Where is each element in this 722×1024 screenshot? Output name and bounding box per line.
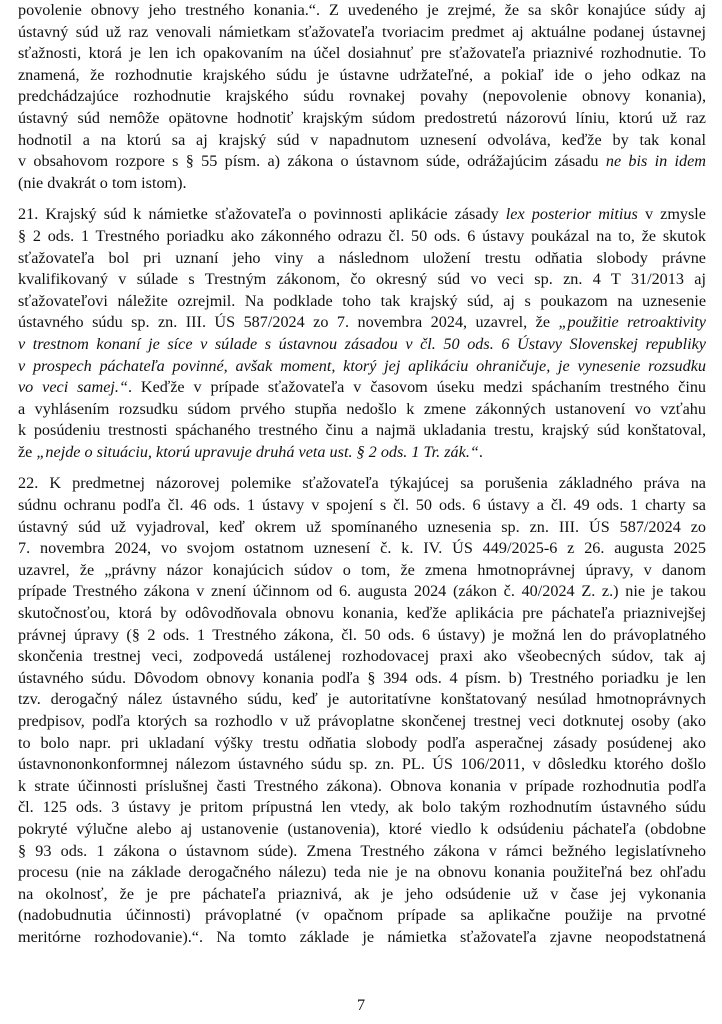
italic-text: v prospech páchateľa povinné, avšak moment, ktorý jej aplikáciu ohraničuje, je vynesenie rozsudku	[18, 356, 706, 375]
text-segment: že	[18, 442, 37, 461]
text-line	[18, 581, 706, 603]
text-line	[18, 646, 706, 668]
text-line	[18, 248, 706, 270]
text-segment: právnej úpravy (§ 2 ods. 1 Trestného zákona, čl. 50 ods. 6 ústavy) je možná len do právoplatného	[18, 625, 706, 644]
text-segment: ústavného súdu sp. zn. III. ÚS 587/2024 zo 7. novembra 2024, uzavrel, že	[18, 313, 559, 332]
text-line	[18, 269, 706, 291]
text-line	[18, 603, 706, 625]
text-line	[18, 754, 706, 776]
text-segment: prípade Trestného zákona v znení účinnom od 6. augusta 2024 (zákon č. 40/2024 Z. z.) nie je takou	[18, 582, 706, 601]
text-line	[18, 711, 706, 733]
text-line	[18, 291, 706, 313]
text-segment: a vyhlásením rozsudku súdom prvého stupňa nedošlo k zmene zákonných ustanovení vo vzťahu	[18, 399, 706, 418]
text-segment: 21. Krajský súd k námietke sťažovateľa o povinnosti aplikácie zásady	[18, 205, 506, 224]
text-line	[18, 819, 706, 841]
text-segment: kvalifikovaný v súlade s Trestným zákonom, čo okresný súd vo veci sp. zn. 4 T 31/2013 aj	[18, 270, 706, 289]
text-line	[18, 86, 706, 108]
text-segment: ústavného súdu. Dôvodom obnovy konania podľa § 394 ods. 4 písm. b) Trestného poriadku je len	[18, 668, 706, 687]
text-line	[18, 22, 706, 44]
text-line	[18, 517, 706, 539]
text-segment: § 2 ods. 1 Trestného poriadku ako zákonného odrazu čl. 50 ods. 6 ústavy poukázal na to, že skutok	[18, 226, 706, 245]
text-line	[18, 495, 706, 517]
text-line	[18, 312, 706, 334]
text-line	[18, 733, 706, 755]
text-segment: v obsahovom rozpore s § 55 písm. a) zákona o ústavnom súde, odrážajúcim zásadu	[18, 152, 606, 171]
text-line	[18, 226, 706, 248]
text-segment: čl. 125 ods. 3 ústavy je pritom prípustná len vtedy, ak bolo takým rozhodnutím ústavného súdu	[18, 798, 706, 817]
document-page	[18, 0, 706, 949]
text-line	[18, 442, 706, 464]
italic-text: „použitie retroaktivity	[558, 313, 706, 332]
text-segment: sťažnosti, ktorá je len ich opakovaním na účel dosiahnuť pre sťažovateľa priaznivé rozhodnutie. To	[18, 44, 706, 63]
text-line	[18, 43, 706, 65]
text-line	[18, 538, 706, 560]
italic-text: vo veci samej.“	[18, 378, 128, 397]
text-segment: pokryté výlučne alebo aj ustanovenie (ustanovenia), ktoré viedlo k odsúdeniu páchateľa (obdobne	[18, 819, 706, 838]
text-line	[18, 560, 706, 582]
text-line	[18, 399, 706, 421]
text-line	[18, 625, 706, 647]
italic-text: „nejde o situáciu, ktorú upravuje druhá veta ust. § 2 ods. 1 Tr. zák.“	[36, 442, 479, 461]
text-segment: .	[478, 442, 483, 461]
text-segment: na okolnosť, že je pre páchateľa priaznivá, ak je jeho odsúdenie už v čase jej vykonania	[18, 884, 706, 903]
text-segment: § 93 ods. 1 zákona o ústavnom súde). Zmena Trestného zákona v rámci bežného legislatívneho	[18, 841, 706, 860]
text-line	[18, 108, 706, 130]
text-line	[18, 204, 706, 226]
text-segment: hodnotil a na ktorú sa aj krajský súd v napadnutom uznesení odvoláva, keďže by tak konal	[18, 130, 706, 149]
text-segment: (nadobudnutia účinnosti) právoplatné (v opačnom prípade sa aplikačne použije na prvotné	[18, 906, 706, 925]
text-segment: predpisov, podľa ktorých sa rozhodlo v už právoplatne skončenej trestnej veci dotknutej osoby (ako	[18, 712, 706, 730]
text-segment: meritórne rozhodovanie).“. Na tomto základe je námietka sťažovateľa zjavne neopodstatnená	[18, 927, 706, 946]
text-line	[18, 356, 706, 378]
text-line	[18, 0, 706, 22]
text-line	[18, 841, 706, 863]
text-segment: 7. novembra 2024, vo svojom ostatnom uznesení č. k. IV. ÚS 449/2025-6 z 26. augusta 2025	[18, 539, 706, 558]
text-segment: (nie dvakrát o tom istom).	[18, 173, 187, 192]
text-line	[18, 130, 706, 152]
text-line	[18, 173, 706, 195]
text-segment: súdnu ochranu podľa čl. 46 ods. 1 ústavy v spojení s čl. 50 ods. 6 ústavy a čl. 49 ods. 1 charty sa	[18, 496, 706, 515]
text-segment: . Keďže v prípade sťažovateľa v časovom úseku medzi spáchaním trestného činu	[127, 378, 707, 397]
text-line	[18, 905, 706, 927]
text-segment: sťažovateľa bol pri uznaní jeho viny a následnom uložení trestu odňatia slobody právne	[18, 248, 706, 267]
text-segment: to bolo napr. pri ukladaní výšky trestu odňatia slobody podľa asperačnej zásady posúdenej ako	[18, 733, 706, 752]
italic-text: ne bis in idem	[605, 152, 707, 171]
text-line	[18, 473, 706, 495]
text-segment: ústavnononkonformnej nálezom ústavného súdu sp. zn. PL. ÚS 106/2011, v dôsledku ktorého došlo	[18, 755, 706, 774]
text-segment: k strate účinnosti príslušnej časti Trestného zákona). Obnova konania v prípade rozhodnutia podľa	[18, 776, 706, 795]
italic-text: v trestnom konaní je síce v súlade s ústavnou zásadou v čl. 50 ods. 6 Ústavy Slovenskej republiky	[18, 334, 706, 353]
text-line	[18, 884, 706, 906]
text-segment: ústavný súd nemôže opätovne hodnotiť krajským súdom predostretú názorovú líniu, ktorú už raz	[18, 108, 706, 127]
text-segment: skutočnosťou, ktorá by odôvodňovala obnovu konania, keďže aplikácia pre páchateľa priaznivejšej	[18, 604, 706, 623]
text-line	[18, 797, 706, 819]
text-segment: tzv. derogačný nález ústavného súdu, keď je autoritatívne konštatovaný nesúlad hmotnoprávnych	[18, 690, 706, 709]
text-segment: procesu (nie na základe derogačného nálezu) teda nie je na obnovu konania použiteľná bez ohľadu	[18, 863, 706, 882]
text-line	[18, 689, 706, 711]
text-line	[18, 927, 706, 949]
text-line	[18, 776, 706, 798]
text-line	[18, 65, 706, 87]
text-line	[18, 151, 706, 173]
text-line	[18, 334, 706, 356]
text-segment: 22. K predmetnej názorovej polemike sťažovateľa týkajúcej sa porušenia základného práva na	[18, 474, 706, 493]
text-segment: k posúdeniu trestnosti spáchaného trestného činu a najmä ukladania trestu, krajský súd konštatoval,	[18, 421, 706, 440]
text-segment: v zmysle	[637, 205, 706, 224]
paragraph-p21	[18, 204, 706, 463]
text-segment: povolenie obnovy jeho trestného konania.“. Z uvedeného je zrejmé, že sa skôr konajúce súdy aj	[18, 1, 706, 19]
text-segment: predchádzajúce rozhodnutie krajského súdu rovnakej povahy (nepovolenie obnovy konania),	[18, 87, 706, 106]
text-segment: znamená, že rozhodnutie krajského súdu je ústavne udržateľné, a pokiaľ ide o jeho odkaz na	[18, 65, 706, 84]
text-line	[18, 862, 706, 884]
paragraph-p22	[18, 473, 706, 948]
italic-text: lex posterior mitius	[505, 205, 638, 224]
text-segment: skončenia trestnej veci, zodpovedá ustálenej rozhodovacej praxi ako všeobecných súdov, tak aj	[18, 647, 706, 666]
text-segment: ústavný súd už raz venovali námietkam sťažovateľa tvoriacim predmet aj aktuálne podanej ústavnej	[18, 22, 706, 41]
text-line	[18, 668, 706, 690]
text-segment: uzavrel, že „právny názor konajúcich súdov o tom, že zmena hmotnoprávnej úpravy, v danom	[18, 560, 706, 579]
text-line	[18, 377, 706, 399]
paragraph-p20-cont	[18, 0, 706, 194]
text-line	[18, 420, 706, 442]
page-number: 7	[356, 996, 366, 1014]
text-segment: ústavný súd už vyjadroval, keď okrem už spomínaného uznesenia sp. zn. III. ÚS 587/2024 zo	[18, 517, 706, 536]
text-segment: sťažovateľovi náležite ozrejmil. Na podklade toho tak krajský súd, aj s poukazom na uznesenie	[18, 291, 706, 310]
